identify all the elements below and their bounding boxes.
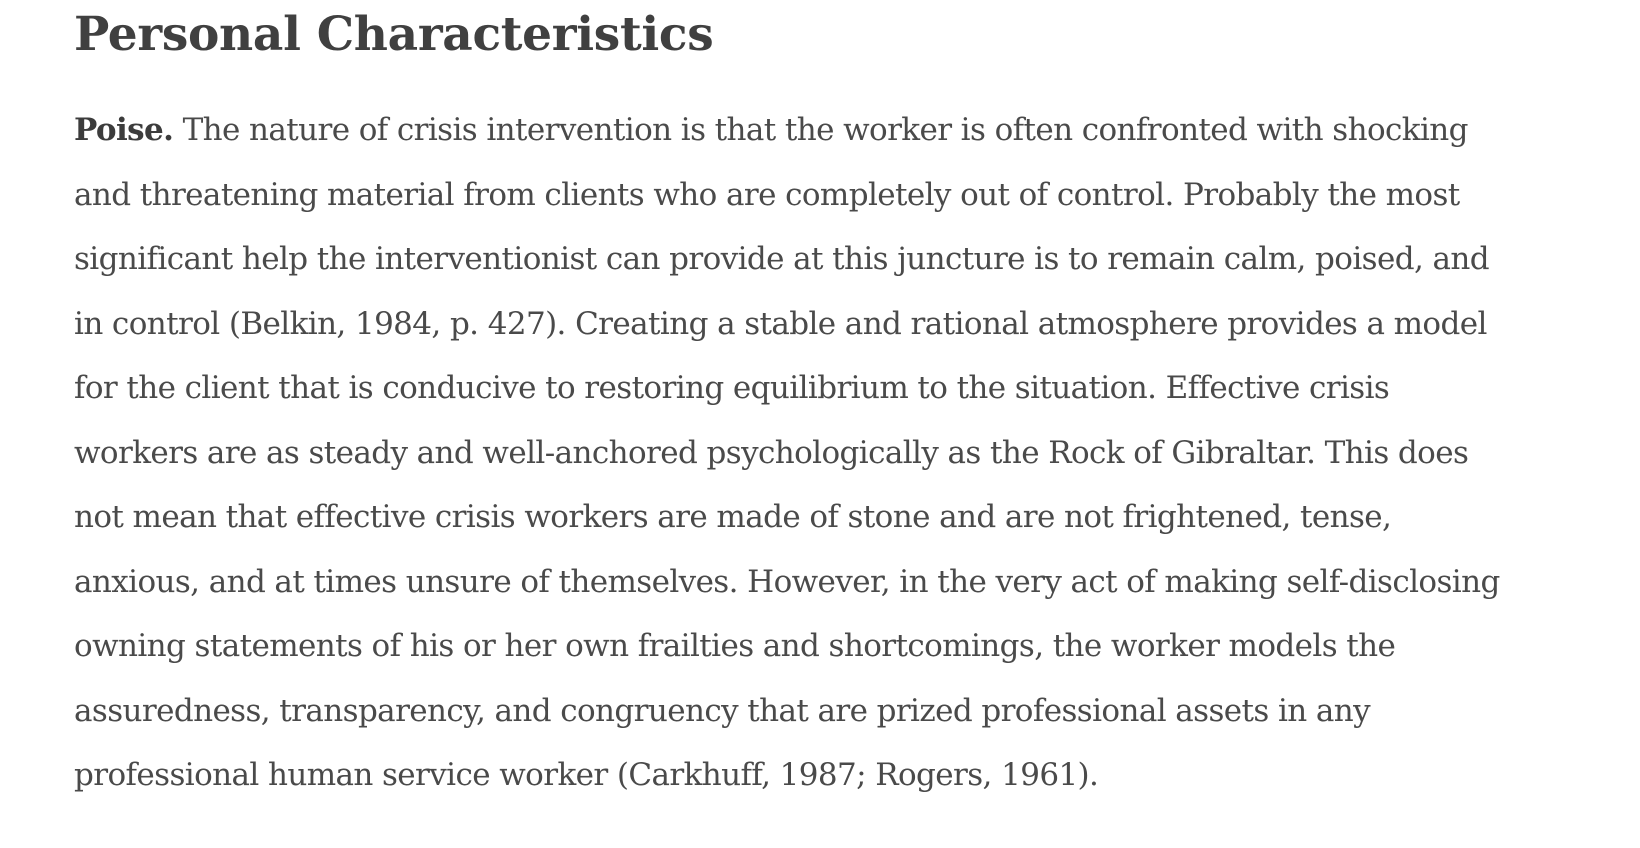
- paragraph-line: professional human service worker (Carkhuff, 1987; Rogers, 1961).: [74, 757, 1099, 793]
- paragraph-poise: [74, 98, 1574, 808]
- lead-term: Poise.: [74, 112, 174, 148]
- paragraph-line: and threatening material from clients who are completely out of control. Probably the most: [74, 176, 1460, 213]
- paragraph-line: [74, 98, 1574, 163]
- paragraph-line: for the client that is conducive to restoring equilibrium to the situation. Effective crisis: [74, 370, 1390, 406]
- paragraph-line: in control (Belkin, 1984, p. 427). Creating a stable and rational atmosphere provides a model: [74, 305, 1487, 342]
- paragraph-line: assuredness, transparency, and congruency that are prized professional assets in any: [74, 692, 1371, 729]
- section-heading: Personal Characteristics: [74, 7, 714, 62]
- paragraph-line: significant help the interventionist can provide at this juncture is to remain calm, poised, and: [74, 241, 1489, 277]
- paragraph-line: not mean that effective crisis workers are made of stone and are not frightened, tense,: [74, 499, 1392, 535]
- paragraph-line: anxious, and at times unsure of themselves. However, in the very act of making self-disclosing: [74, 563, 1500, 600]
- paragraph-line-text: The nature of crisis intervention is that the worker is often confronted with shocking: [173, 112, 1468, 148]
- paragraph-line: owning statements of his or her own frailties and shortcomings, the worker models the: [74, 628, 1396, 664]
- paragraph-line: workers are as steady and well-anchored psychologically as the Rock of Gibraltar. This does: [74, 434, 1469, 471]
- document-body: [74, 0, 1574, 808]
